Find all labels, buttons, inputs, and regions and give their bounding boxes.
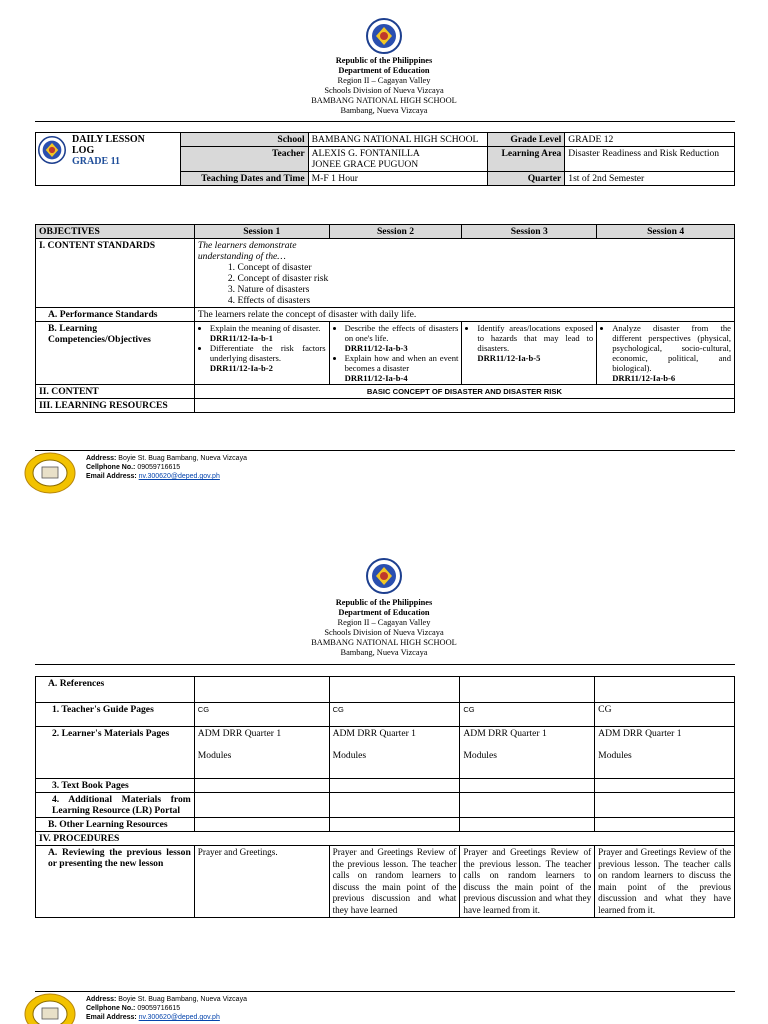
address-label: Address: [86, 455, 117, 462]
session-3-competencies [462, 322, 597, 385]
address-value: Boyie St. Buag Bambang, Nueva Vizcaya [118, 996, 247, 1003]
dll-title-cell [36, 133, 181, 186]
header-divider [35, 664, 735, 665]
tg-s1: CG [194, 703, 329, 727]
additional-s4 [595, 793, 735, 818]
republic-text: Republic of the Philippines [335, 598, 433, 607]
quarter-label: Quarter [488, 172, 565, 186]
department-text: Department of Education [338, 608, 430, 617]
learning-resources-value [194, 399, 734, 413]
town-text: Bambang, Nueva Vizcaya [340, 648, 428, 657]
competency-text: Explain the meaning of disaster. [209, 323, 321, 333]
school-label: School [180, 133, 308, 147]
lm-value: ADM DRR Quarter 1 [197, 728, 282, 739]
review-s4: Prayer and Greetings Review of the previous lesson. The teacher calls on random learners to discuss the main point of the previous discussion and what they have learned from it. [595, 846, 735, 918]
quarter-value: 1st of 2nd Semester [565, 172, 735, 186]
email-label: Email Address: [86, 473, 137, 480]
grade-level-label: Grade Level [488, 133, 565, 147]
footer-divider [35, 991, 735, 992]
town-text: Bambang, Nueva Vizcaya [340, 106, 428, 115]
competency-code: DRR11/12-Ia-b-2 [209, 363, 273, 373]
review-s1: Prayer and Greetings. [194, 846, 329, 918]
content-standards-list [198, 262, 731, 306]
lm-s3 [460, 727, 595, 779]
teacher-name-1: ALEXIS G. FONTANILLA [311, 148, 420, 159]
lm-value: ADM DRR Quarter 1 [463, 728, 547, 739]
lm-modules: Modules [598, 750, 632, 761]
content-label: II. CONTENT [36, 385, 195, 399]
address-label: Address: [86, 996, 117, 1003]
tg-s2: CG [329, 703, 460, 727]
region-text: Region II – Cagayan Valley [337, 76, 431, 85]
other-s2 [329, 818, 460, 832]
division-text: Schools Division of Nueva Vizcaya [324, 628, 444, 637]
cellphone-label: Cellphone No.: [86, 1005, 136, 1012]
cellphone-label: Cellphone No.: [86, 464, 136, 471]
email-link[interactable]: nv.300620@deped.gov.ph [138, 473, 220, 480]
additional-s1 [194, 793, 329, 818]
tg-s3: CG [460, 703, 595, 727]
competency-text: Explain how and when an event becomes a disaster [344, 353, 459, 373]
session-1-header: Session 1 [194, 225, 329, 239]
footer [24, 993, 744, 1024]
teacher-value [308, 147, 488, 172]
learning-resources-label: III. LEARNING RESOURCES [36, 399, 195, 413]
competency-code: DRR11/12-Ia-b-1 [209, 333, 273, 343]
footer [24, 452, 744, 496]
learners-materials-label: 2. Learner's Materials Pages [36, 727, 195, 779]
review-s2: Prayer and Greetings Review of the previous lesson. The teacher calls on random learners to discuss the main point of the previous discussion and what they have learned [329, 846, 460, 918]
additional-s3 [460, 793, 595, 818]
competency-code: DRR11/12-Ia-b-4 [344, 373, 408, 383]
textbook-s3 [460, 779, 595, 793]
republic-text: Republic of the Philippines [335, 56, 433, 65]
learning-area-value: Disaster Readiness and Risk Reduction [565, 147, 735, 172]
references-label: A. References [36, 677, 195, 703]
footer-divider [35, 450, 735, 451]
footer-text [86, 995, 247, 1022]
teachers-guide-label: 1. Teacher's Guide Pages [36, 703, 195, 727]
school-value: BAMBANG NATIONAL HIGH SCHOOL [308, 133, 488, 147]
performance-standards-value: The learners relate the concept of disaster with daily life. [194, 308, 734, 322]
competencies-label: B. Learning Competencies/Objectives [36, 322, 195, 385]
textbook-s1 [194, 779, 329, 793]
list-item: 4. Effects of disasters [227, 295, 311, 306]
teacher-name-2: JONEE GRACE PUGUON [311, 159, 419, 170]
cellphone-value: 09059716615 [137, 1005, 181, 1012]
dates-label: Teaching Dates and Time [180, 172, 308, 186]
list-item: 3. Nature of disasters [227, 284, 310, 295]
lm-modules: Modules [197, 750, 232, 761]
additional-s2 [329, 793, 460, 818]
dll-grade: GRADE 11 [72, 156, 121, 167]
grade-level-value: GRADE 12 [565, 133, 735, 147]
references-s2 [329, 677, 460, 703]
objectives-table [35, 224, 735, 413]
textbook-s2 [329, 779, 460, 793]
learning-area-label: Learning Area [488, 147, 565, 172]
session-2-competencies [329, 322, 462, 385]
school-logo-icon [24, 452, 76, 494]
school-text: BAMBANG NATIONAL HIGH SCHOOL [311, 96, 457, 105]
competency-code: DRR11/12-Ia-b-6 [612, 373, 676, 383]
list-item: 1. Concept of disaster [227, 262, 312, 273]
objectives-header: OBJECTIVES [36, 225, 195, 239]
letterhead [0, 598, 768, 658]
textbook-label: 3. Text Book Pages [36, 779, 195, 793]
deped-seal-icon [366, 18, 402, 54]
additional-materials-label: 4. Additional Materials from Learning Resource (LR) Portal [36, 793, 195, 818]
references-s1 [194, 677, 329, 703]
resources-table [35, 676, 735, 918]
lm-s4 [595, 727, 735, 779]
session-1-competencies [194, 322, 329, 385]
deped-seal-icon [38, 136, 66, 164]
header-divider [35, 121, 735, 122]
dates-value: M-F 1 Hour [308, 172, 488, 186]
cellphone-value: 09059716615 [137, 464, 181, 471]
other-s3 [460, 818, 595, 832]
dll-title-line2: LOG [72, 145, 95, 156]
dll-title-line1: DAILY LESSON [72, 134, 145, 145]
competency-text: Analyze disaster from the different perspectives (physical, psychological, socio-cultural, economic, political, and biological). [612, 323, 731, 373]
email-label: Email Address: [86, 1014, 137, 1021]
competency-text: Describe the effects of disasters on one's life. [344, 323, 459, 343]
school-logo-icon [24, 993, 76, 1024]
other-s4 [595, 818, 735, 832]
reviewing-label: A. Reviewing the previous lesson or presenting the new lesson [36, 846, 195, 918]
lm-value: ADM DRR Quarter 1 [598, 728, 682, 739]
competency-code: DRR11/12-Ia-b-3 [344, 343, 408, 353]
lm-s2 [329, 727, 460, 779]
procedures-label: IV. PROCEDURES [36, 832, 735, 846]
division-text: Schools Division of Nueva Vizcaya [324, 86, 444, 95]
other-resources-label: B. Other Learning Resources [36, 818, 195, 832]
region-text: Region II – Cagayan Valley [337, 618, 431, 627]
review-s3: Prayer and Greetings Review of the previous lesson. The teacher calls on random learners to discuss the main point of the previous discussion and what they have learned from it. [460, 846, 595, 918]
session-4-header: Session 4 [597, 225, 735, 239]
content-standards-value [194, 239, 734, 308]
content-standards-intro: The learners demonstrate understanding of the… [197, 240, 297, 262]
competency-text: Identify areas/locations exposed to hazards that may lead to disasters. [477, 323, 594, 353]
content-value: BASIC CONCEPT OF DISASTER AND DISASTER RISK [194, 385, 734, 399]
email-link[interactable]: nv.300620@deped.gov.ph [138, 1014, 220, 1021]
lm-modules: Modules [463, 750, 497, 761]
lm-modules: Modules [332, 750, 367, 761]
textbook-s4 [595, 779, 735, 793]
school-text: BAMBANG NATIONAL HIGH SCHOOL [311, 638, 457, 647]
dll-info-table [35, 132, 735, 186]
competency-text: Differentiate the risk factors underlying disasters. [209, 343, 326, 363]
footer-text [86, 454, 247, 481]
deped-seal-icon [366, 558, 402, 594]
competency-code: DRR11/12-Ia-b-5 [477, 353, 541, 363]
session-3-header: Session 3 [462, 225, 597, 239]
performance-standards-label: A. Performance Standards [36, 308, 195, 322]
lm-s1 [194, 727, 329, 779]
references-s4 [595, 677, 735, 703]
other-s1 [194, 818, 329, 832]
session-2-header: Session 2 [329, 225, 462, 239]
content-standards-label: I. CONTENT STANDARDS [36, 239, 195, 308]
references-s3 [460, 677, 595, 703]
address-value: Boyie St. Buag Bambang, Nueva Vizcaya [118, 455, 247, 462]
department-text: Department of Education [338, 66, 430, 75]
lm-value: ADM DRR Quarter 1 [332, 728, 416, 739]
tg-s4: CG [595, 703, 735, 727]
session-4-competencies [597, 322, 735, 385]
teacher-label: Teacher [180, 147, 308, 172]
letterhead [0, 56, 768, 116]
list-item: 2. Concept of disaster risk [227, 273, 329, 284]
